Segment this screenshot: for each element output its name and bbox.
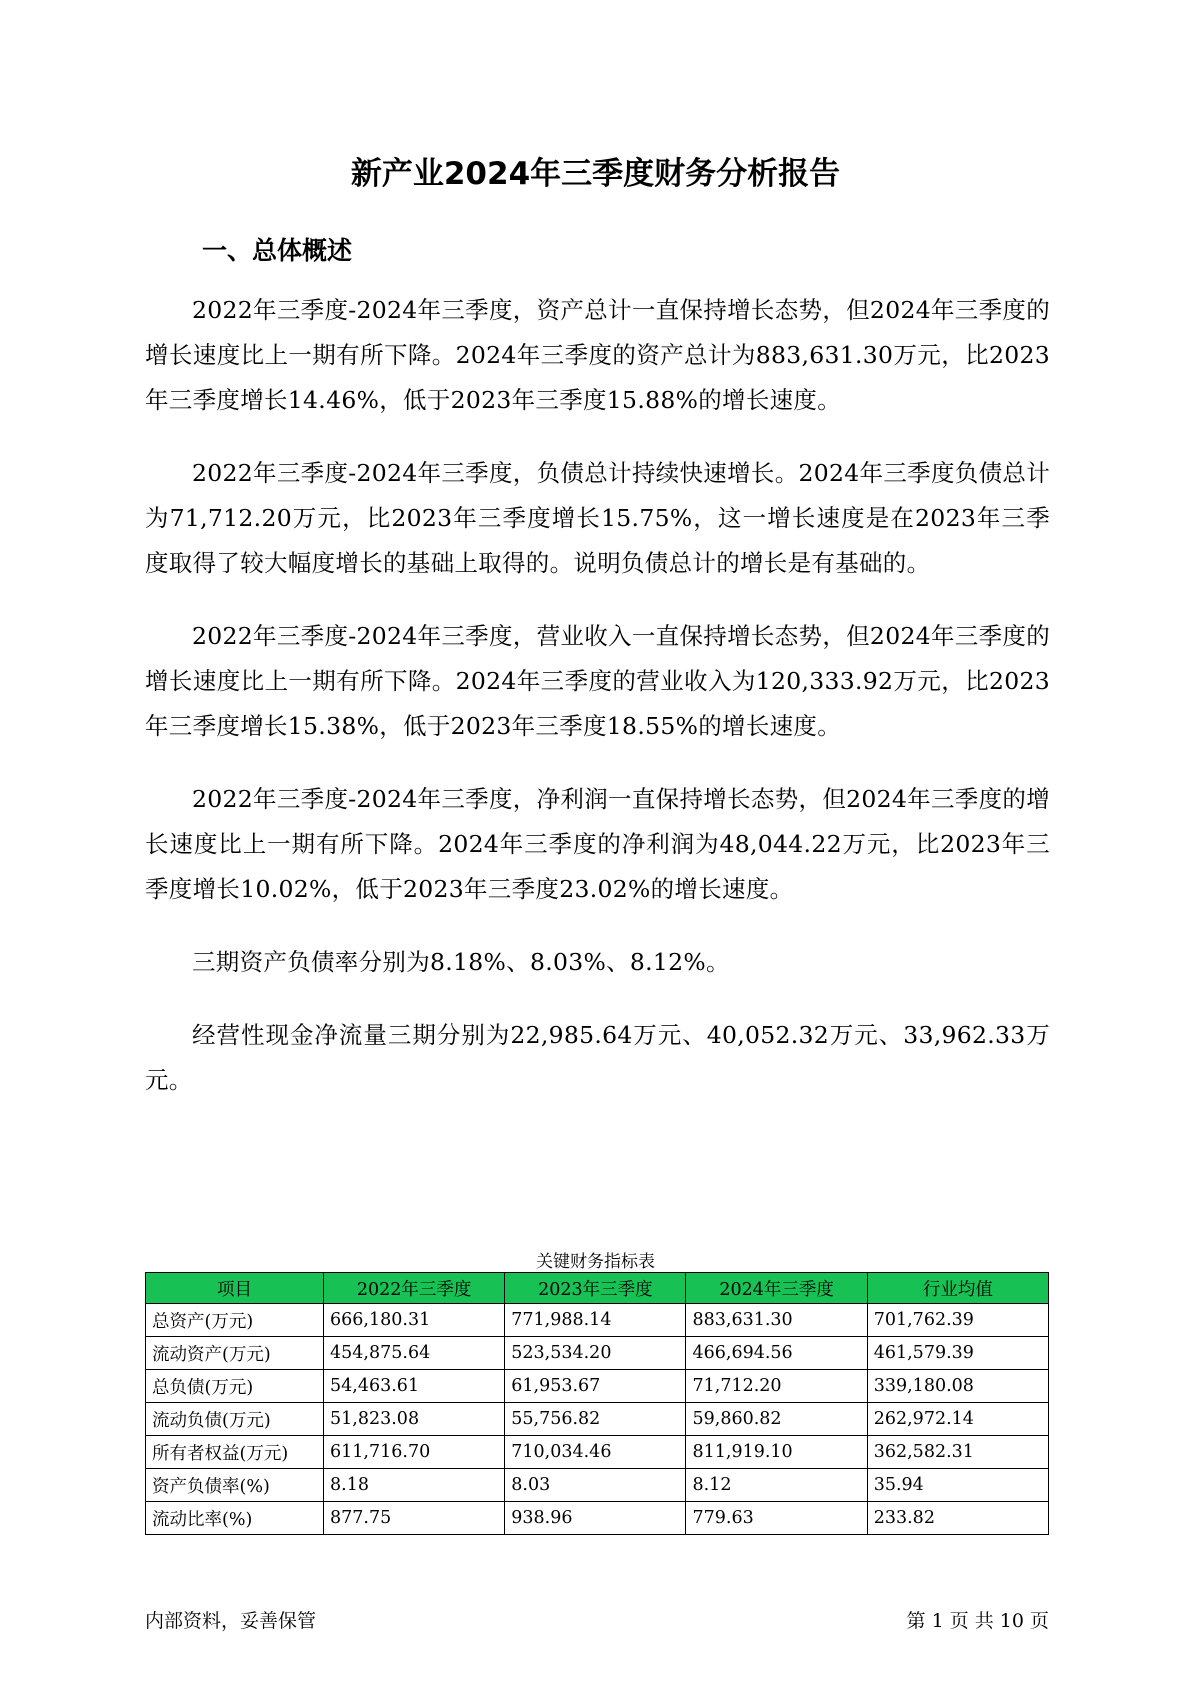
- table-row: [146, 1469, 1049, 1502]
- table-cell: 55,756.82: [505, 1403, 686, 1436]
- table-cell: 流动负债(万元): [146, 1403, 324, 1436]
- table-cell: 总负债(万元): [146, 1370, 324, 1403]
- table-cell: 811,919.10: [686, 1436, 867, 1469]
- table-cell: 8.03: [505, 1469, 686, 1502]
- table-cell: 61,953.67: [505, 1370, 686, 1403]
- table-header-cell: 行业均值: [867, 1273, 1048, 1304]
- footer-page-number: 第 1 页 共 10 页: [906, 1610, 1049, 1632]
- table-cell: 51,823.08: [324, 1403, 505, 1436]
- body-text: [145, 288, 1050, 1131]
- table-cell: 233.82: [867, 1502, 1048, 1535]
- table-cell: 流动资产(万元): [146, 1337, 324, 1370]
- paragraph-assets: 2022年三季度-2024年三季度，资产总计一直保持增长态势，但2024年三季度的增长速度比上一期有所下降。2024年三季度的资产总计为883,631.30万元，比2023年三季度增长14.46%，低于2023年三季度15.88%的增长速度。: [145, 296, 1050, 414]
- table-cell: 710,034.46: [505, 1436, 686, 1469]
- table-row: [146, 1370, 1049, 1403]
- table-row: [146, 1337, 1049, 1370]
- table-cell: 8.12: [686, 1469, 867, 1502]
- table-cell: 362,582.31: [867, 1436, 1048, 1469]
- table-cell: 资产负债率(%): [146, 1469, 324, 1502]
- paragraph-net-profit: 2022年三季度-2024年三季度，净利润一直保持增长态势，但2024年三季度的增长速度比上一期有所下降。2024年三季度的净利润为48,044.22万元，比2023年三季度增长10.02%，低于2023年三季度23.02%的增长速度。: [145, 785, 1050, 903]
- table-cell: 35.94: [867, 1469, 1048, 1502]
- table-cell: 701,762.39: [867, 1304, 1048, 1337]
- paragraph-debt-ratio: 三期资产负债率分别为8.18%、8.03%、8.12%。: [192, 948, 730, 976]
- table-header-cell: 项目: [146, 1273, 324, 1304]
- table-cell: 666,180.31: [324, 1304, 505, 1337]
- table-cell: 流动比率(%): [146, 1502, 324, 1535]
- section-heading: 一、总体概述: [202, 236, 353, 265]
- table-caption: 关键财务指标表: [536, 1252, 655, 1272]
- table-cell: 454,875.64: [324, 1337, 505, 1370]
- table-header-cell: 2022年三季度: [324, 1273, 505, 1304]
- financial-indicators-table: [145, 1272, 1049, 1535]
- table-row: [146, 1436, 1049, 1469]
- table-cell: 466,694.56: [686, 1337, 867, 1370]
- table-cell: 523,534.20: [505, 1337, 686, 1370]
- table-cell: 54,463.61: [324, 1370, 505, 1403]
- table-row: [146, 1403, 1049, 1436]
- table-cell: 779.63: [686, 1502, 867, 1535]
- table-header-cell: 2023年三季度: [505, 1273, 686, 1304]
- table-cell: 262,972.14: [867, 1403, 1048, 1436]
- table-header-cell: 2024年三季度: [686, 1273, 867, 1304]
- table-cell: 339,180.08: [867, 1370, 1048, 1403]
- table-cell: 877.75: [324, 1502, 505, 1535]
- table-cell: 771,988.14: [505, 1304, 686, 1337]
- paragraph-cash-flow: 经营性现金净流量三期分别为22,985.64万元、40,052.32万元、33,962.33万元。: [145, 1021, 1050, 1094]
- table-row: [146, 1502, 1049, 1535]
- table-cell: 71,712.20: [686, 1370, 867, 1403]
- document-title: 新产业2024年三季度财务分析报告: [350, 156, 841, 192]
- table-cell: 611,716.70: [324, 1436, 505, 1469]
- table-row: [146, 1304, 1049, 1337]
- table-cell: 461,579.39: [867, 1337, 1048, 1370]
- table-header-row: [146, 1273, 1049, 1304]
- table-cell: 59,860.82: [686, 1403, 867, 1436]
- table-cell: 所有者权益(万元): [146, 1436, 324, 1469]
- footer-confidential-note: 内部资料，妥善保管: [145, 1610, 317, 1632]
- table-cell: 总资产(万元): [146, 1304, 324, 1337]
- paragraph-revenue: 2022年三季度-2024年三季度，营业收入一直保持增长态势，但2024年三季度的增长速度比上一期有所下降。2024年三季度的营业收入为120,333.92万元，比2023年三季度增长15.38%，低于2023年三季度18.55%的增长速度。: [145, 622, 1050, 740]
- table-cell: 8.18: [324, 1469, 505, 1502]
- paragraph-liabilities: 2022年三季度-2024年三季度，负债总计持续快速增长。2024年三季度负债总计为71,712.20万元，比2023年三季度增长15.75%，这一增长速度是在2023年三季度取得了较大幅度增长的基础上取得的。说明负债总计的增长是有基础的。: [145, 459, 1050, 577]
- table-cell: 883,631.30: [686, 1304, 867, 1337]
- table-cell: 938.96: [505, 1502, 686, 1535]
